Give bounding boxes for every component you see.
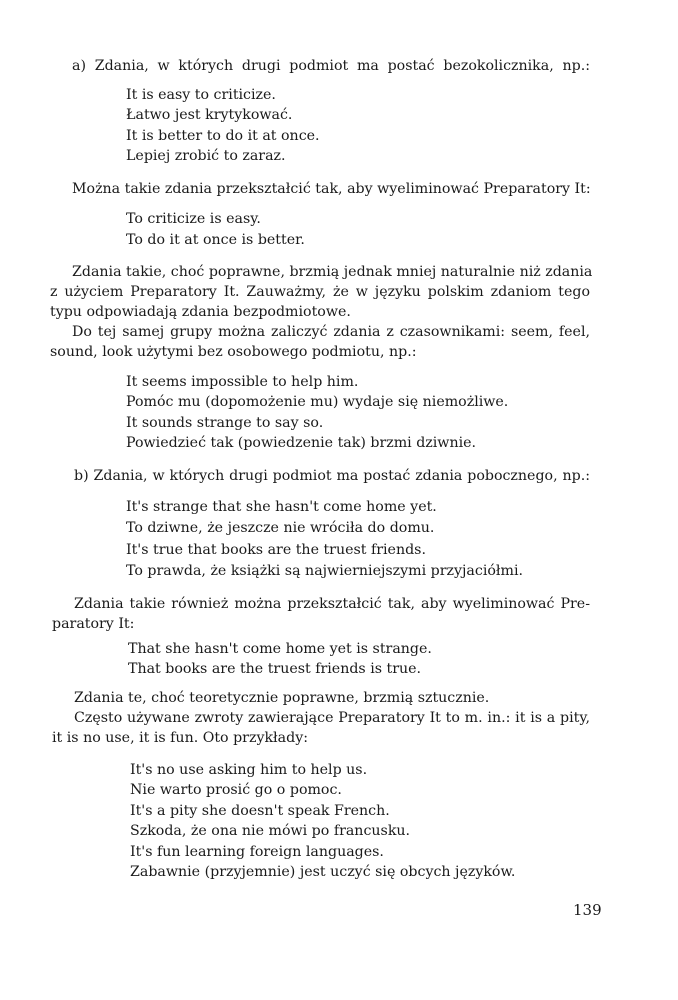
example-line: To prawda, że książki są najwierniejszymi przyjaciółmi. (126, 563, 523, 579)
example-line: Lepiej zrobić to zaraz. (126, 148, 286, 164)
example-line: Nie warto prosić go o pomoc. (130, 782, 342, 798)
example-line: To dziwne, że jeszcze nie wróciła do domu. (126, 520, 435, 536)
example-line: Łatwo jest krytykować. (126, 107, 293, 123)
example-line: It is easy to criticize. (126, 87, 276, 103)
example-line: Zabawnie (przyjemnie) jest uczyć się obcych języków. (130, 864, 516, 880)
transformed-line: That she hasn't come home yet is strange. (128, 641, 432, 657)
section-b-intro: b) Zdania, w których drugi podmiot ma postać zdania pobocznego, np.: (74, 468, 590, 484)
transform-intro: Można takie zdania przekształcić tak, aby wyeliminować Preparatory It: (72, 181, 591, 197)
paragraph-line: paratory It: (52, 616, 135, 632)
example-line: Pomóc mu (dopomożenie mu) wydaje się niemożliwe. (126, 394, 509, 410)
example-line: It seems impossible to help him. (126, 374, 359, 390)
page-number: 139 (573, 901, 602, 919)
transformed-line: That books are the truest friends is true. (128, 661, 422, 677)
example-line: Powiedzieć tak (powiedzenie tak) brzmi dziwnie. (126, 435, 477, 451)
example-line: It sounds strange to say so. (126, 415, 324, 431)
example-line: It's a pity she doesn't speak French. (130, 803, 390, 819)
paragraph-line: it is no use, it is fun. Oto przykłady: (52, 730, 308, 746)
paragraph-line: Zdania te, choć teoretycznie poprawne, brzmią sztucznie. (74, 690, 490, 706)
section-a-intro: a) Zdania, w których drugi podmiot ma postać bezokolicznika, np.: (72, 58, 590, 74)
paragraph-line: typu odpowiadają zdania bezpodmiotowe. (50, 304, 351, 320)
transformed-line: To criticize is easy. (126, 211, 261, 227)
paragraph-line: Do tej samej grupy można zaliczyć zdania z czasownikami: seem, feel, (72, 324, 590, 340)
example-line: Szkoda, że ona nie mówi po francusku. (130, 823, 411, 839)
transformed-line: To do it at once is better. (126, 232, 305, 248)
example-line: It's fun learning foreign languages. (130, 844, 384, 860)
example-line: It's strange that she hasn't come home yet. (126, 499, 437, 515)
paragraph-line: Zdania takie, choć poprawne, brzmią jednak mniej naturalnie niż zdania (72, 264, 593, 280)
paragraph-line: sound, look użytymi bez osobowego podmiotu, np.: (50, 344, 417, 360)
example-line: It's true that books are the truest friends. (126, 542, 426, 558)
paragraph-line: Zdania takie również można przekształcić tak, aby wyeliminować Pre- (74, 596, 590, 612)
paragraph-line: Często używane zwroty zawierające Preparatory It to m. in.: it is a pity, (74, 710, 590, 726)
paragraph-line: z użyciem Preparatory It. Zauważmy, że w języku polskim zdaniom tego (50, 284, 590, 300)
example-line: It's no use asking him to help us. (130, 762, 368, 778)
example-line: It is better to do it at once. (126, 128, 320, 144)
